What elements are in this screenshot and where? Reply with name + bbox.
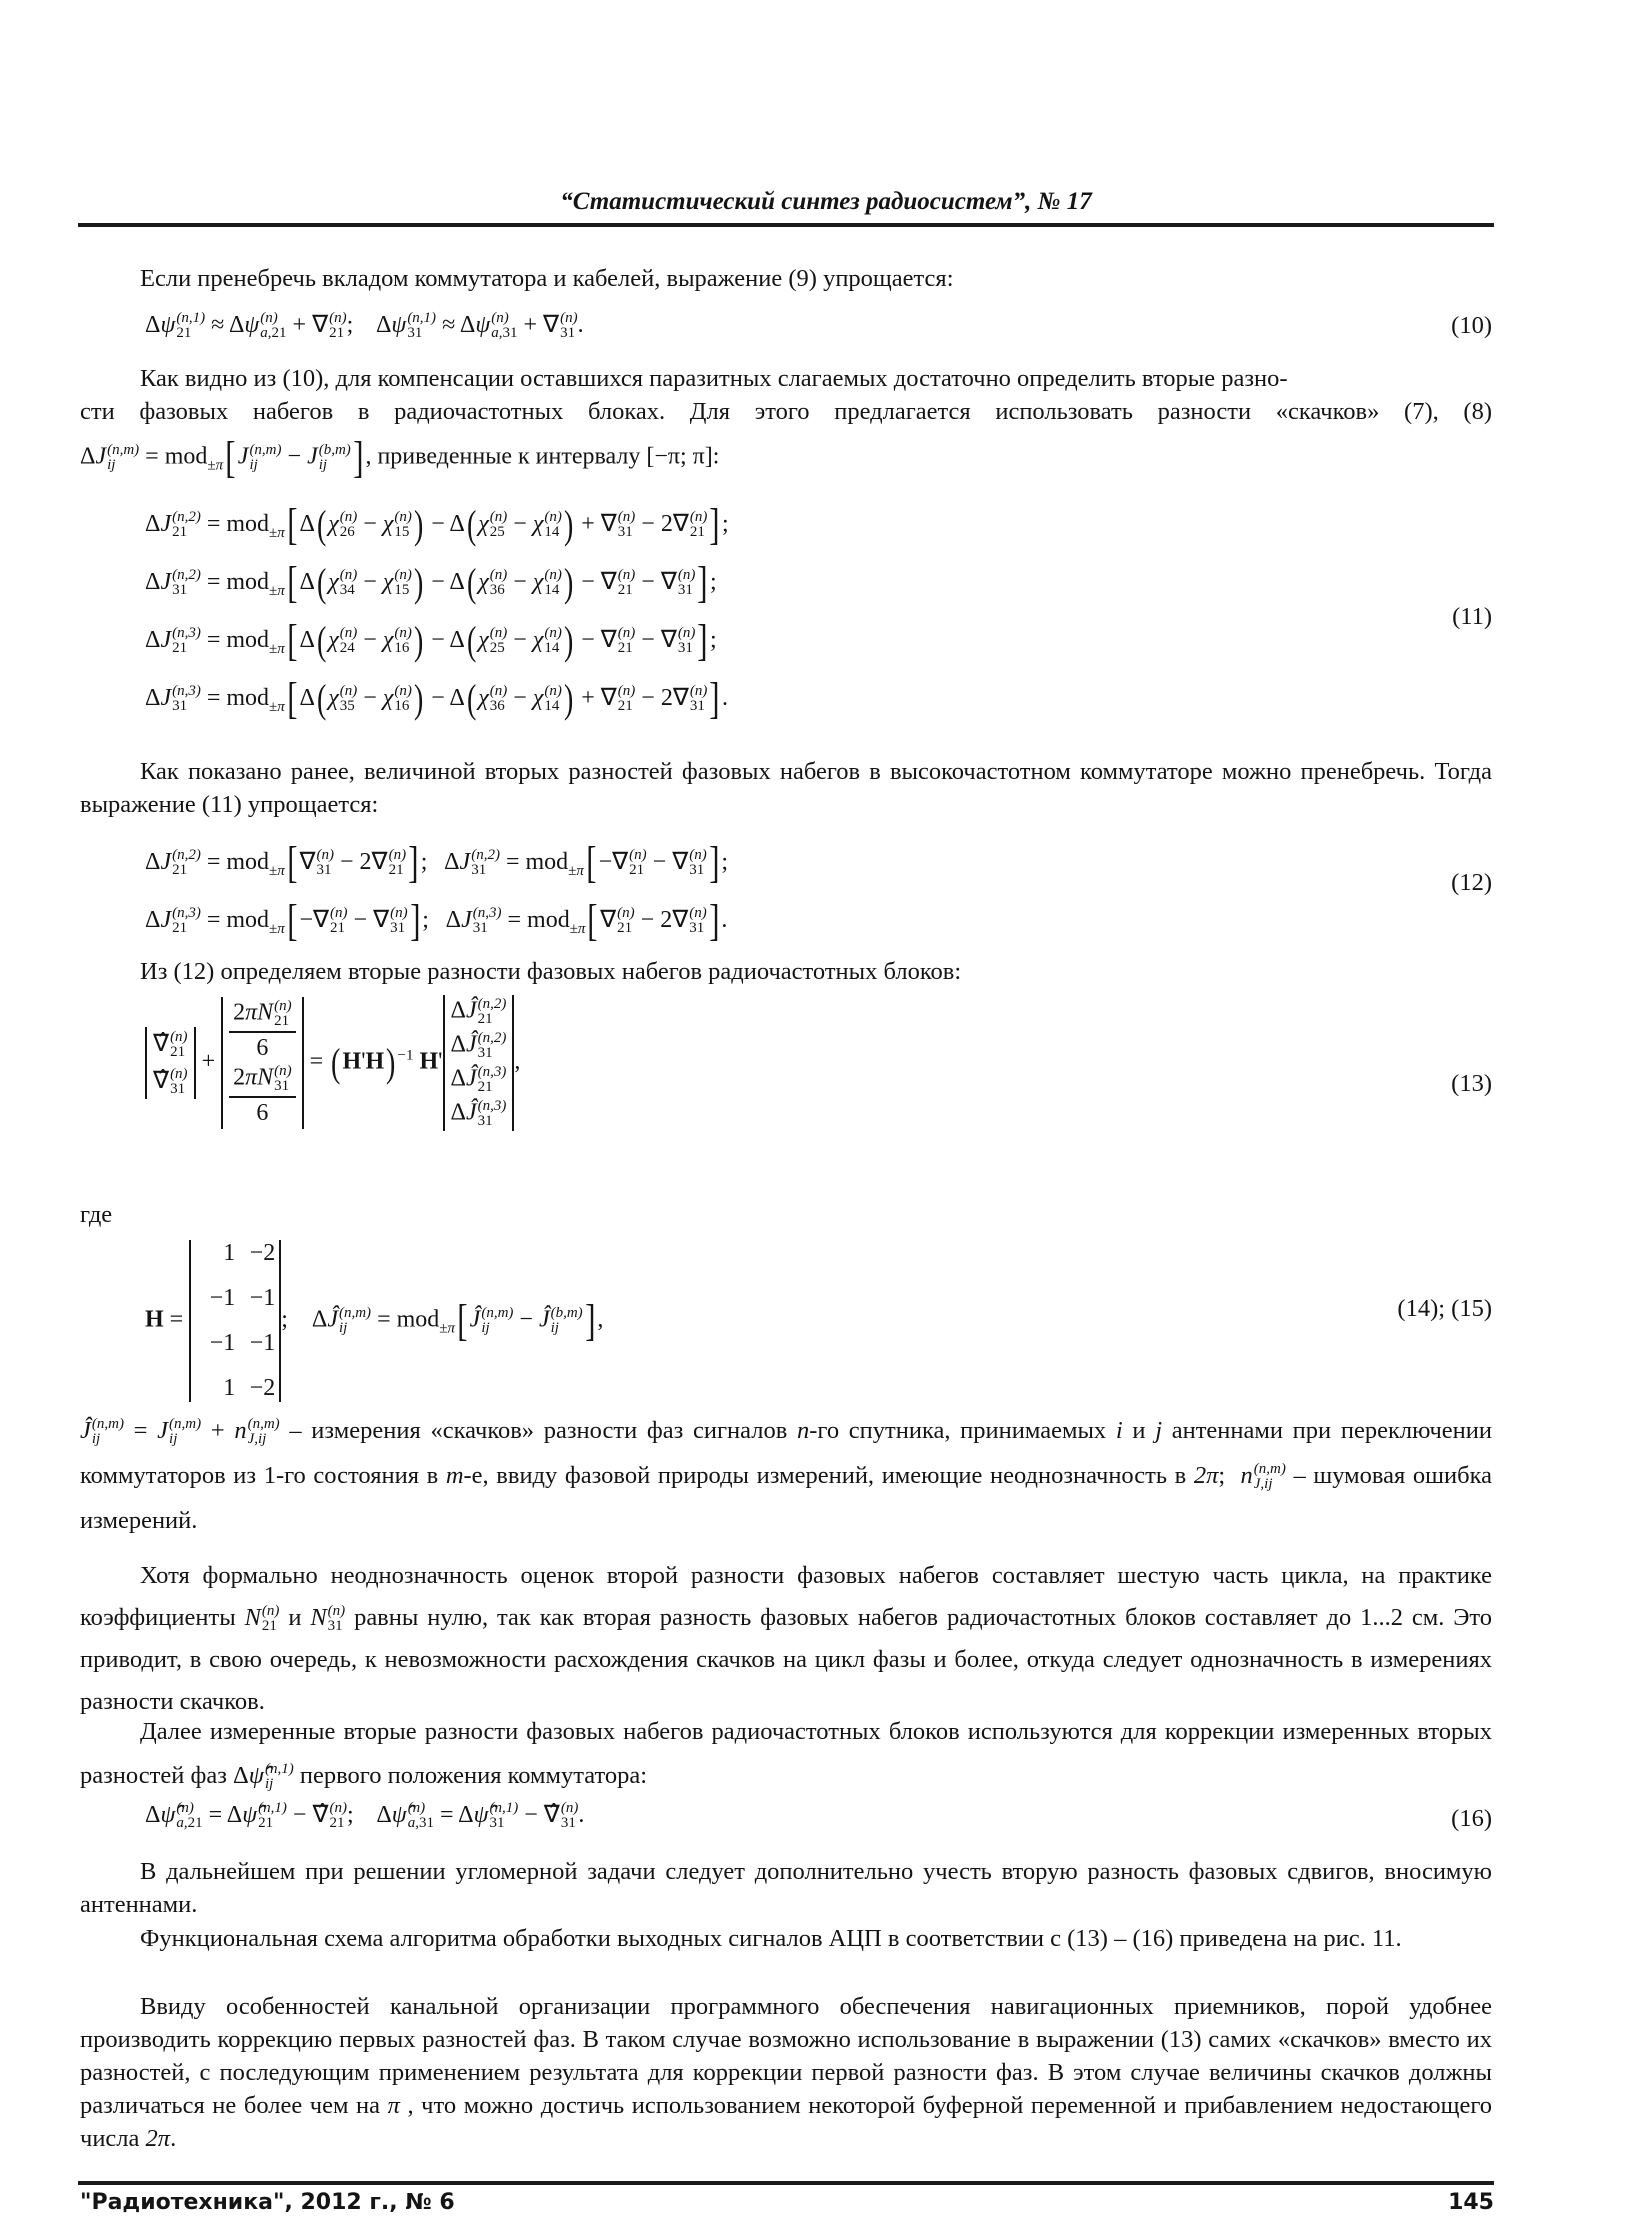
paragraph-1 [80,262,1492,295]
paragraph-text: Если пренебречь вкладом коммутатора и кабелей, выражение (9) упрощается: [140,265,954,292]
matrix-cell: −1 [209,1285,236,1311]
paragraph-2 [80,362,1492,428]
footer-rule [78,2181,1494,2185]
equation-number-12: (12) [1451,869,1492,896]
paragraph-text: – измерения «скачков» разности фаз сигналов [279,1417,797,1444]
paragraph-text: сти фазовых набегов в радиочастотных блоках. Для этого предлагается использовать разности «скачков» (7), (8) [80,398,1492,425]
paragraph-6: Ĵ (n,m) ij = J (n,m) ij + n (n,m) J,ij – измерения «скачков» разности фаз сигналов n-го спутника, принимаемых i и j антеннами при переключении коммутаторов из 1-го состояния в m-е, ввиду фазовой природы измерений, имеющие неоднозначность в 2π; n (n,m) J,ij – шумовая ошибка измерений. [80,1416,1493,1534]
paragraph-text: Как показано ранее, величиной вторых разностей фазовых набегов в высокочастотном коммутаторе можно пренебречь. Тогда выражение (11) упрощается: [80,758,1492,818]
matrix-cell: −1 [209,1330,236,1356]
matrix-H [189,1240,281,1402]
paragraph-3 [80,755,1492,821]
paragraph-text: . [170,2125,177,2152]
paragraph-text: Хотя формально неоднозначность оценок второй разности фазовых набегов составляет шестую часть цикла, на практике коэффициенты [80,1562,1492,1631]
paragraph-text: Как видно из (10), для компенсации оставшихся паразитных слагаемых достаточно определить вторые разно- [140,365,1288,392]
equation-11: ΔJ (n,2) 21 = mod$_{\pm\pi}$[Δ(χ (n) 26 − χ (n) 15 ) − Δ(χ (n) 25 − χ (n) 14 ) + ∇ (n) 31 − 2∇ (n) 21 ]; ΔJ (n,2) 31 = mod$_{\pm\pi}$[Δ(χ (n) 34 − χ (n) 15 ) − Δ(χ (n) 36 − χ (n) 14 ) − ∇ (n) 21 − ∇ (n) 31 ]; ΔJ (n,3) 21 = mod$_{\pm\pi}$[Δ(χ (n) 24 − χ (n) 16 ) − Δ(χ (n) 25 − χ (n) 14 ) − ∇ (n) 21 − ∇ (n) 31 ]; ΔJ (n,3) 31 = mod$_{\pm\pi}$[Δ(χ (n) 35 − χ (n) 16 ) − Δ(χ (n) 36 − χ (n) 14 ) + ∇ (n) 21 − 2∇ (n) 31 ]. [145,500,729,724]
paragraph-text: -го спутника, принимаемых [809,1417,1116,1444]
paragraph-text: -е, ввиду фазовой природы измерений, имеющие неоднозначность в [463,1462,1194,1489]
matrix-cell: −2 [249,1375,276,1401]
paragraph-text: Функциональная схема алгоритма обработки выходных сигналов АЦП в соответствии с (13) – (16) приведена на рис. 11. [140,1925,1402,1952]
paragraph-10 [80,1922,1492,1955]
paragraph-text: равны нулю, так как вторая разность фазовых набегов радиочастотных блоков составляет до 1...2 см. Это приводит, в свою очередь, к невозможности расхождения скачков на цикл фазы и более, откуда следует однозначность в измерениях разности скачков. [80,1604,1493,1715]
equation-number-13: (13) [1451,1070,1492,1097]
math-symbol: j [1155,1417,1163,1444]
equation-14-15: H = 1 −2 −1 −1 −1 −1 1 −2 ; ΔĴ (n,m) ij = mod$_{\pm\pi}$[Ĵ (n,m) ij − Ĵ (b,m) ij ], [145,1240,604,1401]
math-symbol: m [445,1462,464,1489]
paragraph-11 [80,1990,1492,2155]
math-symbol: i [1115,1417,1123,1444]
paragraph-7: Хотя формально неоднозначность оценок второй разности фазовых набегов составляет шестую часть цикла, на практике коэффициенты N (n) 21 и N (n) 31 равны нулю, так как вторая разность фазовых набегов радиочастотных блоков составляет до 1...2 см. Это приводит, в свою очередь, к невозможности расхождения скачков на цикл фазы и более, откуда следует однозначность в измерениях разности скачков. [80,1562,1493,1715]
equation-number-10: (10) [1451,312,1492,339]
paragraph-text: – шумовая ошибка измерений. [80,1462,1493,1534]
equation-10: Δψ (n,1) 21 ≈ Δψ (n) a,21 + ∇ (n) 21 ; Δψ (n,1) 31 ≈ Δψ (n) a,31 + ∇ (n) 31 . [145,310,584,342]
matrix-cell: −2 [249,1240,276,1266]
paragraph-text: , что можно достичь использованием некоторой буферной переменной и прибавлением недостающего числа [80,2092,1493,2152]
matrix-cell: −1 [249,1285,276,1311]
math-symbol: n [797,1417,810,1444]
equation-number-16: (16) [1451,1805,1492,1832]
header-rule [78,223,1494,227]
equation-number-14-15: (14); (15) [1397,1295,1492,1322]
page-number: 145 [1448,2190,1494,2215]
paragraph-text: В дальнейшем при решении угломерной задачи следует дополнительно учесть вторую разность фазовых сдвигов, вносимую антеннами. [80,1858,1492,1918]
paragraph-text: Ввиду особенностей канальной организации программного обеспечения навигационных приемников, порой удобнее производить коррекцию первых разностей фаз. В таком случае возможно использование в выражении (13) самих «скачков» вместо их разностей, с последующим применением результата для коррекции первой разности фаз. В этом случае величины скачков должны различаться не более чем на [80,1993,1492,2119]
matrix-cell: 1 [223,1240,236,1266]
paragraph-text: первого положения коммутатора: [299,1762,648,1789]
equation-12: ΔJ (n,2) 21 = mod$_{\pm\pi}$[∇ (n) 31 − 2∇ (n) 21 ]; ΔJ (n,2) 31 = mod$_{\pm\pi}$[−∇ (n) 21 − ∇ (n) 31 ]; ΔJ (n,3) 21 = mod$_{\pm\pi}$[−∇ (n) 21 − ∇ (n) 31 ]; ΔJ (n,3) 31 = mod$_{\pm\pi}$[∇ (n) 21 − 2∇ (n) 31 ]. [145,838,729,946]
equation-number-11: (11) [1452,603,1492,630]
matrix-cell: −1 [249,1330,276,1356]
interval: [−π; π] [646,443,713,470]
math-symbol: 2π [1193,1462,1219,1489]
paragraph-8: Далее измеренные вторые разности фазовых набегов радиочастотных блоков используются для коррекции измеренных вторых разностей фаз Δψ̂ (n,1) ij первого положения коммутатора: [80,1718,1492,1793]
paragraph-text: антеннами при переключении коммутаторов из 1-го состояния в [80,1417,1492,1489]
math-symbol: π [387,2092,400,2119]
paragraph-4 [80,955,1492,988]
paragraph-text: Далее измеренные вторые разности фазовых набегов радиочастотных блоков используются для коррекции измеренных вторых разностей фаз [80,1718,1492,1789]
paragraph-text: Из (12) определяем вторые разности фазовых набегов радиочастотных блоков: [140,958,962,985]
paragraph-text: и [1122,1417,1156,1444]
math-symbol: 2π [145,2125,171,2152]
running-header: “Статистический синтез радиосистем”, № 17 [560,188,1092,215]
matrix-cell: 1 [223,1375,236,1401]
equation-16: Δψ̂ (n) a,21 = Δψ̂ (n,1) 21 − ∇̂ (n) 21 ; Δψ̂ (n) a,31 = Δψ̂ (n,1) 31 − ∇̂ (n) 31 . [145,1800,585,1832]
footer-journal: "Радиотехника", 2012 г., № 6 [80,2190,455,2215]
paragraph-where: где [80,1201,113,1228]
paragraph-text: и [288,1604,302,1631]
paragraph-text: , приведенные к интервалу [365,443,641,470]
paragraph-9 [80,1855,1492,1921]
equation-13: ∇̂ (n) 21 ∇̂ (n) 31 + 2πN (n) 21 6 2πN (n) 31 6 = (H'H) $^{-1}$ H' ΔĴ (n,2) 21 ΔĴ (n,2) 31 ΔĴ (n,3) 21 ΔĴ (n,3) 31 , [145,995,520,1131]
jump-difference-definition: ΔJ (n,m) ij = mod$_{\pm\pi}$[J (n,m) ij − J (b,m) ij ], приведенные к интервалу [−π; π]: [80,433,720,482]
